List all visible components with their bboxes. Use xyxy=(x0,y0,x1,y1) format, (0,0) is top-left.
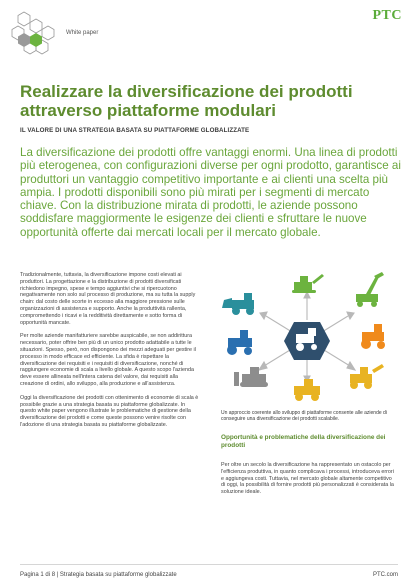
right-column-paragraph: Per oltre un secolo la diversificazione ha rappresentato un ostacolo per l'efficienza produttiva, in quanto complicava i processi, introduceva errori e aggiungeva costi. Tuttavia, nel mercato globale altamente competitivo di oggi, la possibilità di fornire prodotti più personalizzati è considerata la soluzione ideale. xyxy=(221,462,394,496)
body-paragraph-2: Per molte aziende manifatturiere sarebbe auspicabile, se non addirittura necessario, poter offrire ben più di un unico prodotto adattabile a tutte le situazioni. Spesso, però, non dispongono dei mezzi adeguati per gestire il processo in modo efficace ed efficiente. La sfida è rispettare la diversificazione dei requisiti e i requisiti di diversificazione, nonché di raggiungere economie di scala a livello globale. A questo scopo l'azienda deve essere allineata nell'intera catena del valore, dai requisiti alla creazione di ordini, allo sviluppo, alla produzione e all'assistenza. xyxy=(20,333,196,387)
tractor-platform-hub-icon xyxy=(284,322,330,360)
page-subtitle: IL VALORE DI UNA STRATEGIA BASATA SU PIATTAFORME GLOBALIZZATE xyxy=(20,127,250,134)
footer-divider xyxy=(20,564,398,565)
document-type-label: White paper xyxy=(66,30,99,36)
ptc-logo: PTC xyxy=(372,8,402,23)
section-heading: Opportunità e problematiche della diversificazione dei prodotti xyxy=(221,434,386,449)
bulldozer-icon xyxy=(234,367,268,387)
wheel-loader-icon xyxy=(222,293,254,315)
left-column xyxy=(20,272,200,436)
backhoe-loader-icon xyxy=(350,364,384,389)
hexagon-cluster-icon xyxy=(10,8,62,60)
body-paragraph-1: Tradizionalmente, tuttavia, la diversificazione impone costi elevati ai produttori. La progettazione e la distribuzione di prodotti diversificati richiedono impegno, spese e tempo aggiuntivi che si ripercuotono negativamente non solo sul processo di produzione, ma su tutta la supply chain: dal costo delle scorte in eccesso alla maggiore pressione sulle organizzazioni di assistenza e supporto. Anche la produttività rallenta, compromettendo i ricavi e la redditività direttamente e sotto forma di opportunità mancate. xyxy=(20,272,196,326)
footer-page-info: Pagina 1 di 8 | Strategia basata su piattaforme globalizzate xyxy=(20,572,177,578)
utility-tractor-icon xyxy=(227,330,252,355)
platform-diagram xyxy=(214,270,400,406)
footer-link[interactable]: PTC.com xyxy=(372,572,398,578)
tractor-icon xyxy=(361,324,385,349)
lead-paragraph: La diversificazione dei prodotti offre vantaggi enormi. Una linea di prodotti più eterogenea, con configurazioni diverse per ogni prodotto, garantisce ai produttori un vantaggio competitivo importante e ai clienti una scelta più ampia. I prodotti disponibili sono più mirati per i segmenti di mercato chiave. Con la distribuzione mirata di prodotti, le aziende possono soddisfare maggiormente le esigenze dei clienti e sfruttare le nuove opportunità offerte dai mercati locali per il mercato globale. xyxy=(20,146,401,239)
harvester-icon xyxy=(294,379,320,401)
body-paragraph-3: Oggi la diversificazione dei prodotti con ottenimento di economie di scala è possibile grazie a una strategia basata su piattaforme globalizzate. In questo white paper vengono illustrate le problematiche di gestione della diversificazione dei prodotti e come queste possono venire risolte con l'adozione di una strategia basata su piattaforme globalizzate. xyxy=(20,394,199,428)
forestry-machine-icon xyxy=(356,272,384,307)
figure-caption: Un approccio coerente allo sviluppo di piattaforme consente alle aziende di conseguire una diversificazione dei prodotti scalabile. xyxy=(221,410,387,423)
excavator-icon xyxy=(292,274,324,293)
page-title: Realizzare la diversificazione dei prodotti attraverso piattaforme modulari xyxy=(20,82,353,120)
